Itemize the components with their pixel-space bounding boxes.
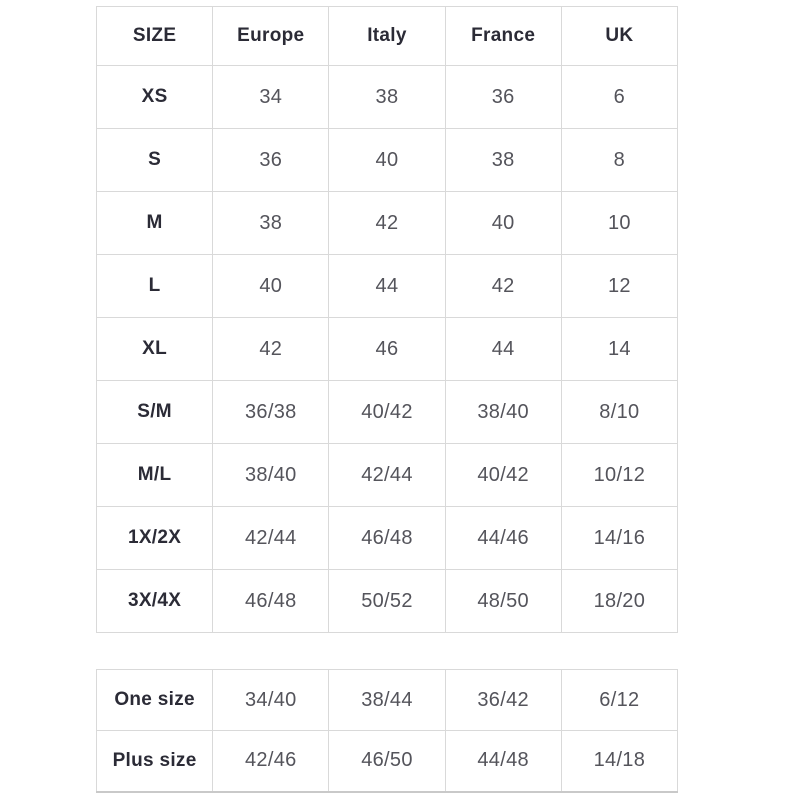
size-value: 40/42 xyxy=(329,381,445,444)
size-value: 12 xyxy=(561,255,677,318)
size-value: 6 xyxy=(561,66,677,129)
size-value: 36/42 xyxy=(445,670,561,731)
special-sizes-table xyxy=(96,669,678,793)
row-label-one-size: One size xyxy=(97,670,213,731)
row-label-3x-4x: 3X/4X xyxy=(97,570,213,633)
size-value: 38/40 xyxy=(445,381,561,444)
size-value: 38 xyxy=(213,192,329,255)
table-row-l xyxy=(97,255,678,318)
size-value: 48/50 xyxy=(445,570,561,633)
size-value: 44 xyxy=(445,318,561,381)
row-label-m: M xyxy=(97,192,213,255)
size-value: 38 xyxy=(445,129,561,192)
size-value: 50/52 xyxy=(329,570,445,633)
size-conversion-table xyxy=(96,6,678,633)
size-value: 42 xyxy=(329,192,445,255)
size-value: 46/50 xyxy=(329,731,445,792)
size-value: 38 xyxy=(329,66,445,129)
row-label-l: L xyxy=(97,255,213,318)
size-value: 40 xyxy=(445,192,561,255)
size-value: 46/48 xyxy=(329,507,445,570)
table-row-1x-2x xyxy=(97,507,678,570)
size-value: 18/20 xyxy=(561,570,677,633)
size-value: 8/10 xyxy=(561,381,677,444)
table-row-m-l xyxy=(97,444,678,507)
special-size-table-container xyxy=(96,669,678,793)
size-value: 44/46 xyxy=(445,507,561,570)
column-header-italy: Italy xyxy=(329,7,445,66)
column-header-uk: UK xyxy=(561,7,677,66)
size-value: 10 xyxy=(561,192,677,255)
size-value: 8 xyxy=(561,129,677,192)
size-value: 34 xyxy=(213,66,329,129)
size-value: 6/12 xyxy=(561,670,677,731)
size-value: 36 xyxy=(445,66,561,129)
table-row-s-m xyxy=(97,381,678,444)
row-label-s: S xyxy=(97,129,213,192)
size-value: 34/40 xyxy=(213,670,329,731)
size-value: 42/44 xyxy=(213,507,329,570)
row-label-plus-size: Plus size xyxy=(97,731,213,792)
table-row-xs xyxy=(97,66,678,129)
size-value: 42/46 xyxy=(213,731,329,792)
header-row xyxy=(97,7,678,66)
size-value: 42 xyxy=(445,255,561,318)
size-value: 38/44 xyxy=(329,670,445,731)
size-value: 40 xyxy=(213,255,329,318)
column-header-size: SIZE xyxy=(97,7,213,66)
size-value: 44/48 xyxy=(445,731,561,792)
size-value: 46/48 xyxy=(213,570,329,633)
size-value: 36 xyxy=(213,129,329,192)
size-value: 14/16 xyxy=(561,507,677,570)
table-row-m xyxy=(97,192,678,255)
table-row-3x-4x xyxy=(97,570,678,633)
size-value: 40/42 xyxy=(445,444,561,507)
size-value: 10/12 xyxy=(561,444,677,507)
column-header-europe: Europe xyxy=(213,7,329,66)
size-value: 46 xyxy=(329,318,445,381)
size-value: 40 xyxy=(329,129,445,192)
table-row-s xyxy=(97,129,678,192)
size-value: 36/38 xyxy=(213,381,329,444)
row-label-xs: XS xyxy=(97,66,213,129)
size-value: 38/40 xyxy=(213,444,329,507)
row-label-1x-2x: 1X/2X xyxy=(97,507,213,570)
table-row-plus-size xyxy=(97,731,678,792)
size-value: 14/18 xyxy=(561,731,677,792)
size-value: 44 xyxy=(329,255,445,318)
table-row-xl xyxy=(97,318,678,381)
row-label-xl: XL xyxy=(97,318,213,381)
size-value: 42 xyxy=(213,318,329,381)
size-value: 14 xyxy=(561,318,677,381)
size-value: 42/44 xyxy=(329,444,445,507)
table-row-one-size xyxy=(97,670,678,731)
column-header-france: France xyxy=(445,7,561,66)
main-size-table-container xyxy=(96,6,678,633)
row-label-m-l: M/L xyxy=(97,444,213,507)
row-label-s-m: S/M xyxy=(97,381,213,444)
